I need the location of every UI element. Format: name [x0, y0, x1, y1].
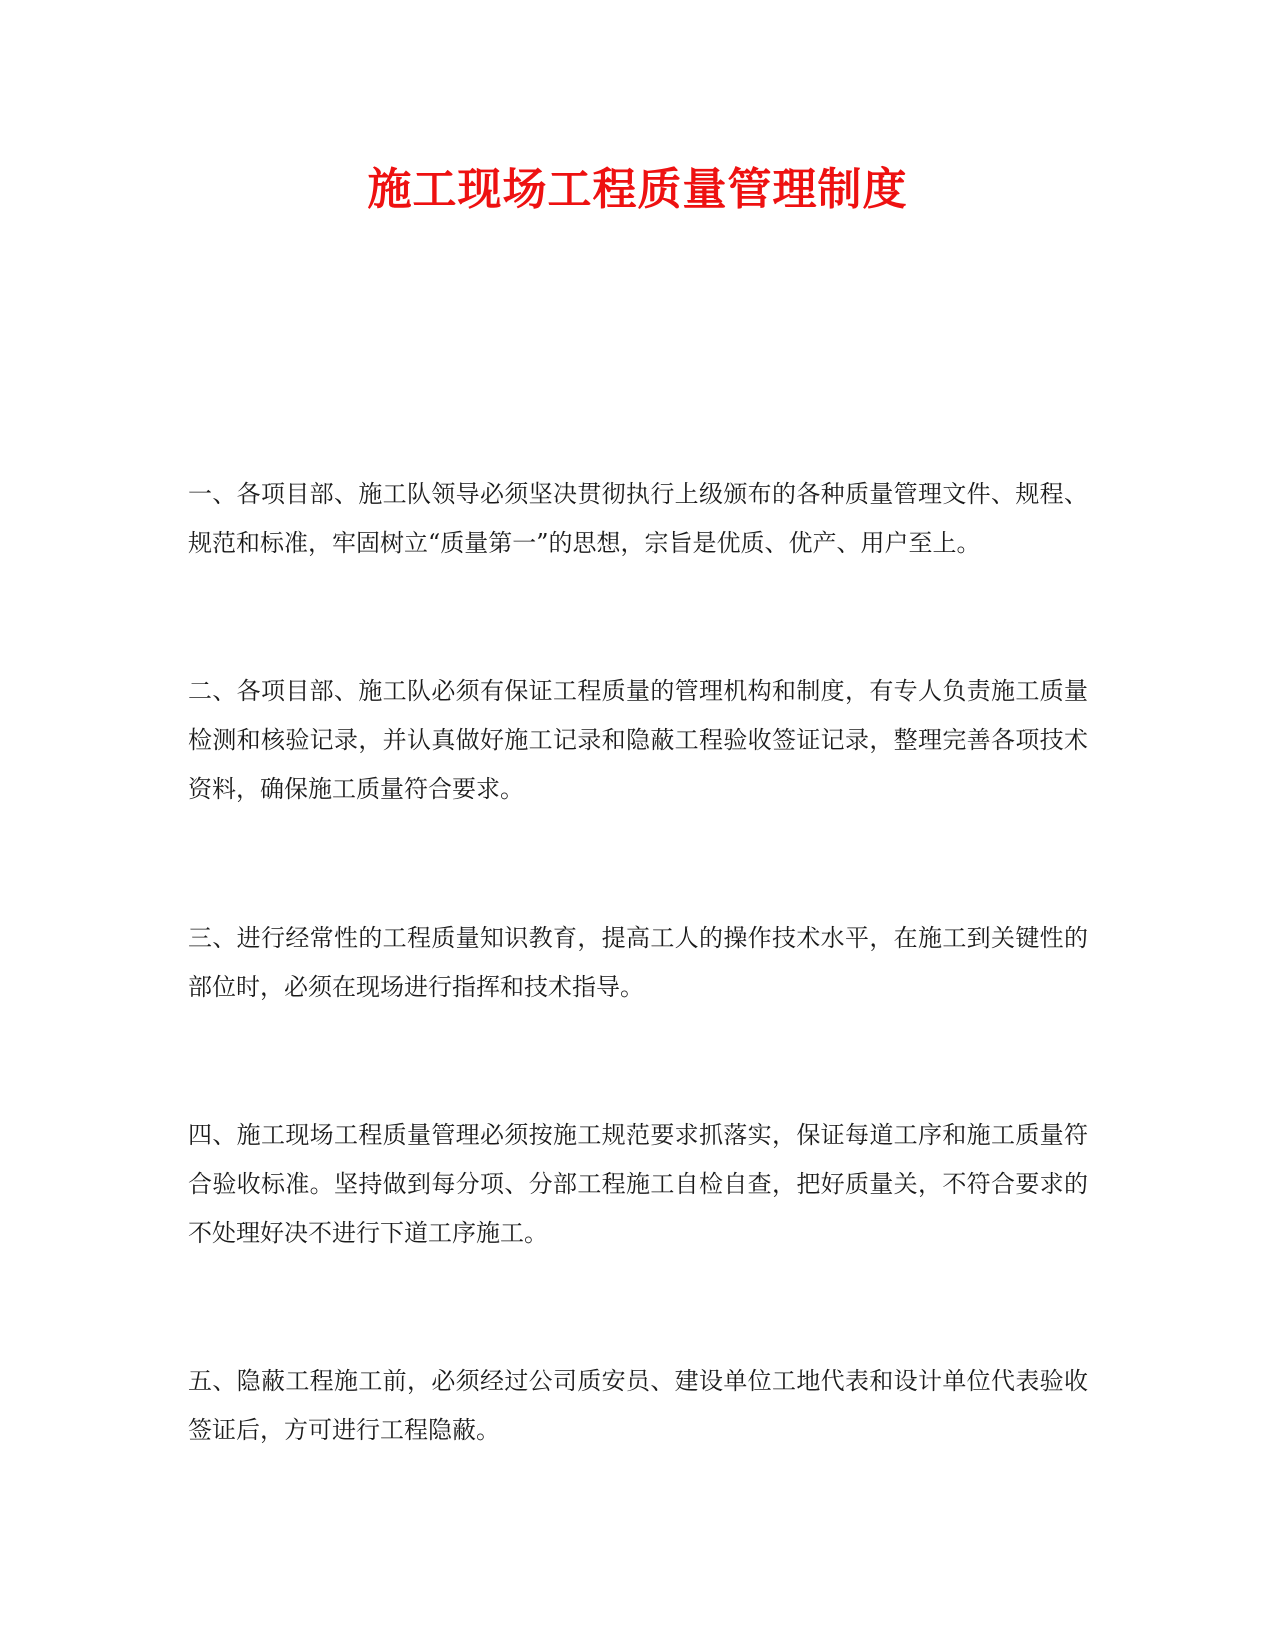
- clause-3: 三、进行经常性的工程质量知识教育，提高工人的操作技术水平，在施工到关键性的部位时，必须在现场进行指挥和技术指导。: [188, 924, 1088, 1001]
- clause-1: 一、各项目部、施工队领导必须坚决贯彻执行上级颁布的各种质量管理文件、规程、规范和标准，牢固树立“质量第一”的思想，宗旨是优质、优产、用户至上。: [188, 480, 1088, 557]
- clause-2: 二、各项目部、施工队必须有保证工程质量的管理机构和制度，有专人负责施工质量检测和核验记录，并认真做好施工记录和隐蔽工程验收签证记录，整理完善各项技术资料，确保施工质量符合要求。: [188, 677, 1088, 803]
- clause-5: 五、隐蔽工程施工前，必须经过公司质安员、建设单位工地代表和设计单位代表验收签证后，方可进行工程隐蔽。: [188, 1367, 1088, 1444]
- document-title: 施工现场工程质量管理制度: [367, 164, 908, 215]
- clause-4: 四、施工现场工程质量管理必须按施工规范要求抓落实，保证每道工序和施工质量符合验收标准。坚持做到每分项、分部工程施工自检自查，把好质量关，不符合要求的不处理好决不进行下道工序施工。: [188, 1121, 1088, 1247]
